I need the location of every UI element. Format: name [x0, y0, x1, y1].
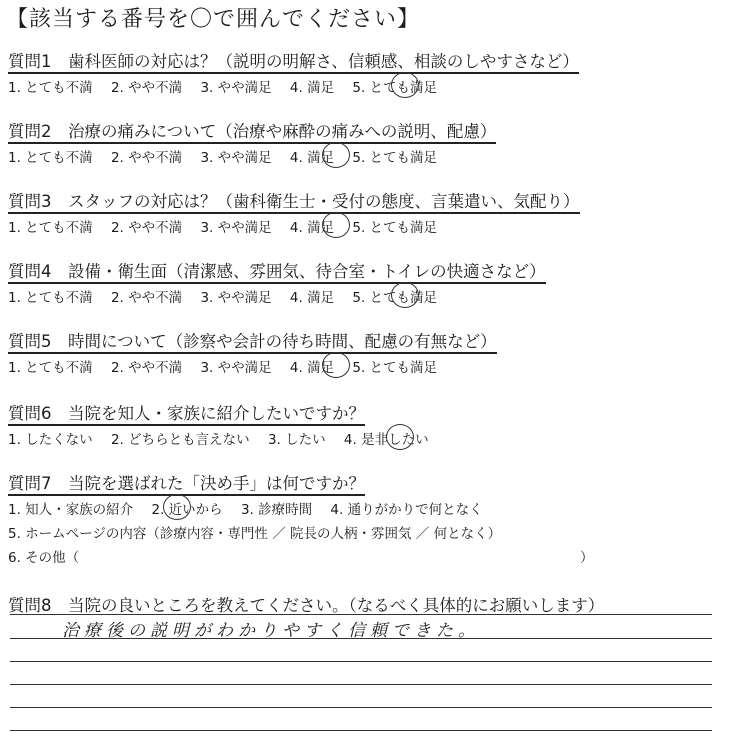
question-7-options-row1 — [8, 498, 497, 518]
answer-line-6 — [10, 730, 712, 731]
q5-option-4[interactable]: 4. 満足 — [289, 360, 335, 376]
q3-option-3[interactable]: 3. やや満足 — [200, 220, 272, 236]
q1-option-3[interactable]: 3. やや満足 — [200, 80, 272, 96]
question-1-options — [8, 76, 451, 96]
q7-option-6-close: ） — [580, 550, 594, 566]
q1-option-4[interactable]: 4. 満足 — [289, 80, 335, 96]
q6-option-3[interactable]: 3. したい — [267, 432, 326, 448]
answer-line-4 — [10, 684, 712, 685]
q4-option-2[interactable]: 2. やや不満 — [110, 290, 183, 306]
q1-option-2[interactable]: 2. やや不満 — [110, 80, 183, 96]
question-7-label: 質問7 当院を選ばれた「決め手」は何ですか？ — [8, 474, 365, 496]
answer-line-3 — [10, 661, 712, 662]
question-3 — [8, 188, 580, 212]
question-7 — [8, 470, 365, 494]
question-1 — [8, 48, 579, 72]
question-2-options — [8, 146, 451, 166]
question-8-label: 質問8 当院の良いところを教えてください。（なるべく具体的にお願いします） — [8, 596, 605, 615]
answer-line-2 — [10, 638, 712, 639]
q5-option-3[interactable]: 3. やや満足 — [200, 360, 272, 376]
q3-option-5[interactable]: 5. とても満足 — [352, 220, 438, 236]
question-5-options — [8, 356, 451, 376]
q3-option-4[interactable]: 4. 満足 — [289, 220, 335, 236]
q1-option-5[interactable]: 5. とても満足 — [352, 80, 438, 96]
q2-option-4[interactable]: 4. 満足 — [289, 150, 335, 166]
q4-option-4[interactable]: 4. 満足 — [289, 290, 335, 306]
question-5-label: 質問5 時間について（診察や会計の待ち時間、配慮の有無など） — [8, 332, 497, 354]
q5-option-2[interactable]: 2. やや不満 — [110, 360, 183, 376]
q7-option-6[interactable]: 6. その他（ — [8, 550, 80, 566]
question-7-options-row3 — [8, 546, 594, 566]
q2-option-3[interactable]: 3. やや満足 — [200, 150, 272, 166]
q3-option-2[interactable]: 2. やや不満 — [110, 220, 183, 236]
q4-option-3[interactable]: 3. やや満足 — [200, 290, 272, 306]
q3-option-1[interactable]: 1. とても不満 — [8, 220, 93, 236]
question-8 — [8, 592, 604, 616]
q5-option-5[interactable]: 5. とても満足 — [352, 360, 438, 376]
question-2-label: 質問2 治療の痛みについて（治療や麻酔の痛みへの説明、配慮） — [8, 122, 496, 144]
question-3-options — [8, 216, 451, 236]
q7-option-2[interactable]: 2. 近いから — [151, 502, 223, 518]
q2-option-5[interactable]: 5. とても満足 — [352, 150, 438, 166]
q7-option-3[interactable]: 3. 診療時間 — [240, 502, 313, 518]
question-7-options-row2 — [8, 522, 501, 542]
question-8-answer[interactable]: 治療後の説明がわかりやすく信頼できた。 — [62, 621, 480, 641]
q4-option-5[interactable]: 5. とても満足 — [352, 290, 438, 306]
q1-option-1[interactable]: 1. とても不満 — [8, 80, 93, 96]
q6-option-4[interactable]: 4. 是非したい — [343, 432, 429, 448]
q2-option-2[interactable]: 2. やや不満 — [110, 150, 183, 166]
question-6-options — [8, 428, 443, 448]
question-2 — [8, 118, 496, 142]
q6-option-2[interactable]: 2. どちらとも言えない — [110, 432, 250, 448]
answer-line-1 — [10, 614, 712, 615]
q5-option-1[interactable]: 1. とても不満 — [8, 360, 93, 376]
question-1-label: 質問1 歯科医師の対応は？（説明の明解さ、信頼感、相談のしやすさなど） — [8, 52, 579, 74]
question-6 — [8, 400, 365, 424]
question-5 — [8, 328, 497, 352]
q7-option-5[interactable]: 5. ホームページの内容（診療内容・専門性 ／ 院長の人柄・雰囲気 ／ 何となく） — [8, 526, 502, 542]
answer-line-5 — [10, 707, 712, 708]
page-title: 【該当する番号を〇で囲んでください】 — [6, 7, 421, 32]
question-6-label: 質問6 当院を知人・家族に紹介したいですか？ — [8, 404, 365, 426]
question-4 — [8, 258, 546, 282]
question-3-label: 質問3 スタッフの対応は？（歯科衛生士・受付の態度、言葉遣い、気配り） — [8, 192, 580, 214]
question-4-label: 質問4 設備・衛生面（清潔感、雰囲気、待合室・トイレの快適さなど） — [8, 262, 546, 284]
q7-option-1[interactable]: 1. 知人・家族の紹介 — [8, 502, 134, 518]
q4-option-1[interactable]: 1. とても不満 — [8, 290, 93, 306]
q6-option-1[interactable]: 1. したくない — [8, 432, 93, 448]
q2-option-1[interactable]: 1. とても不満 — [8, 150, 93, 166]
q7-option-4[interactable]: 4. 通りがかりで何となく — [330, 502, 483, 518]
question-4-options — [8, 286, 451, 306]
